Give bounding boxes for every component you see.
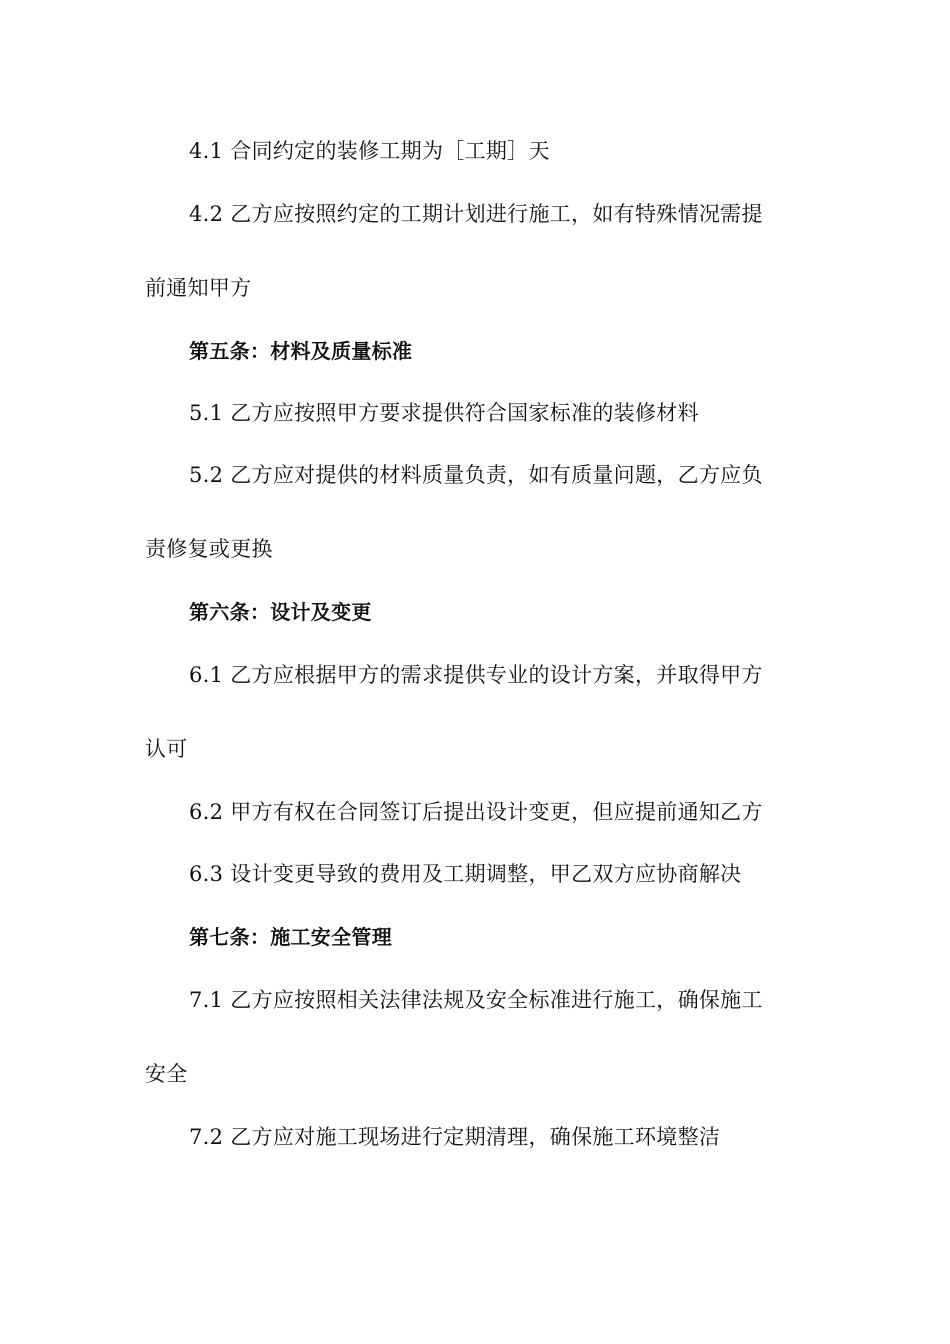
clause-5-1: 5.1 乙方应按照甲方要求提供符合国家标准的装修材料 bbox=[189, 401, 699, 425]
clause-7-1-continuation: 安全 bbox=[145, 1062, 188, 1086]
clause-4-2-continuation: 前通知甲方 bbox=[145, 276, 252, 300]
clause-5-2: 5.2 乙方应对提供的材料质量负责，如有质量问题，乙方应负 bbox=[189, 463, 763, 487]
clause-6-1: 6.1 乙方应根据甲方的需求提供专业的设计方案，并取得甲方 bbox=[189, 663, 763, 687]
clause-4-1: 4.1 合同约定的装修工期为［工期］天 bbox=[189, 139, 550, 163]
clause-7-2: 7.2 乙方应对施工现场进行定期清理，确保施工环境整洁 bbox=[189, 1125, 721, 1149]
clause-5-2-continuation: 责修复或更换 bbox=[145, 537, 273, 561]
section-heading-5: 第五条：材料及质量标准 bbox=[189, 339, 413, 363]
clause-6-2: 6.2 甲方有权在合同签订后提出设计变更，但应提前通知乙方 bbox=[189, 800, 763, 824]
clause-6-3: 6.3 设计变更导致的费用及工期调整，甲乙双方应协商解决 bbox=[189, 862, 742, 886]
clause-4-2: 4.2 乙方应按照约定的工期计划进行施工，如有特殊情况需提 bbox=[189, 202, 763, 226]
section-heading-7: 第七条：施工安全管理 bbox=[189, 925, 392, 949]
clause-7-1: 7.1 乙方应按照相关法律法规及安全标准进行施工，确保施工 bbox=[189, 988, 763, 1012]
section-heading-6: 第六条：设计及变更 bbox=[189, 600, 372, 624]
clause-6-1-continuation: 认可 bbox=[145, 737, 188, 761]
